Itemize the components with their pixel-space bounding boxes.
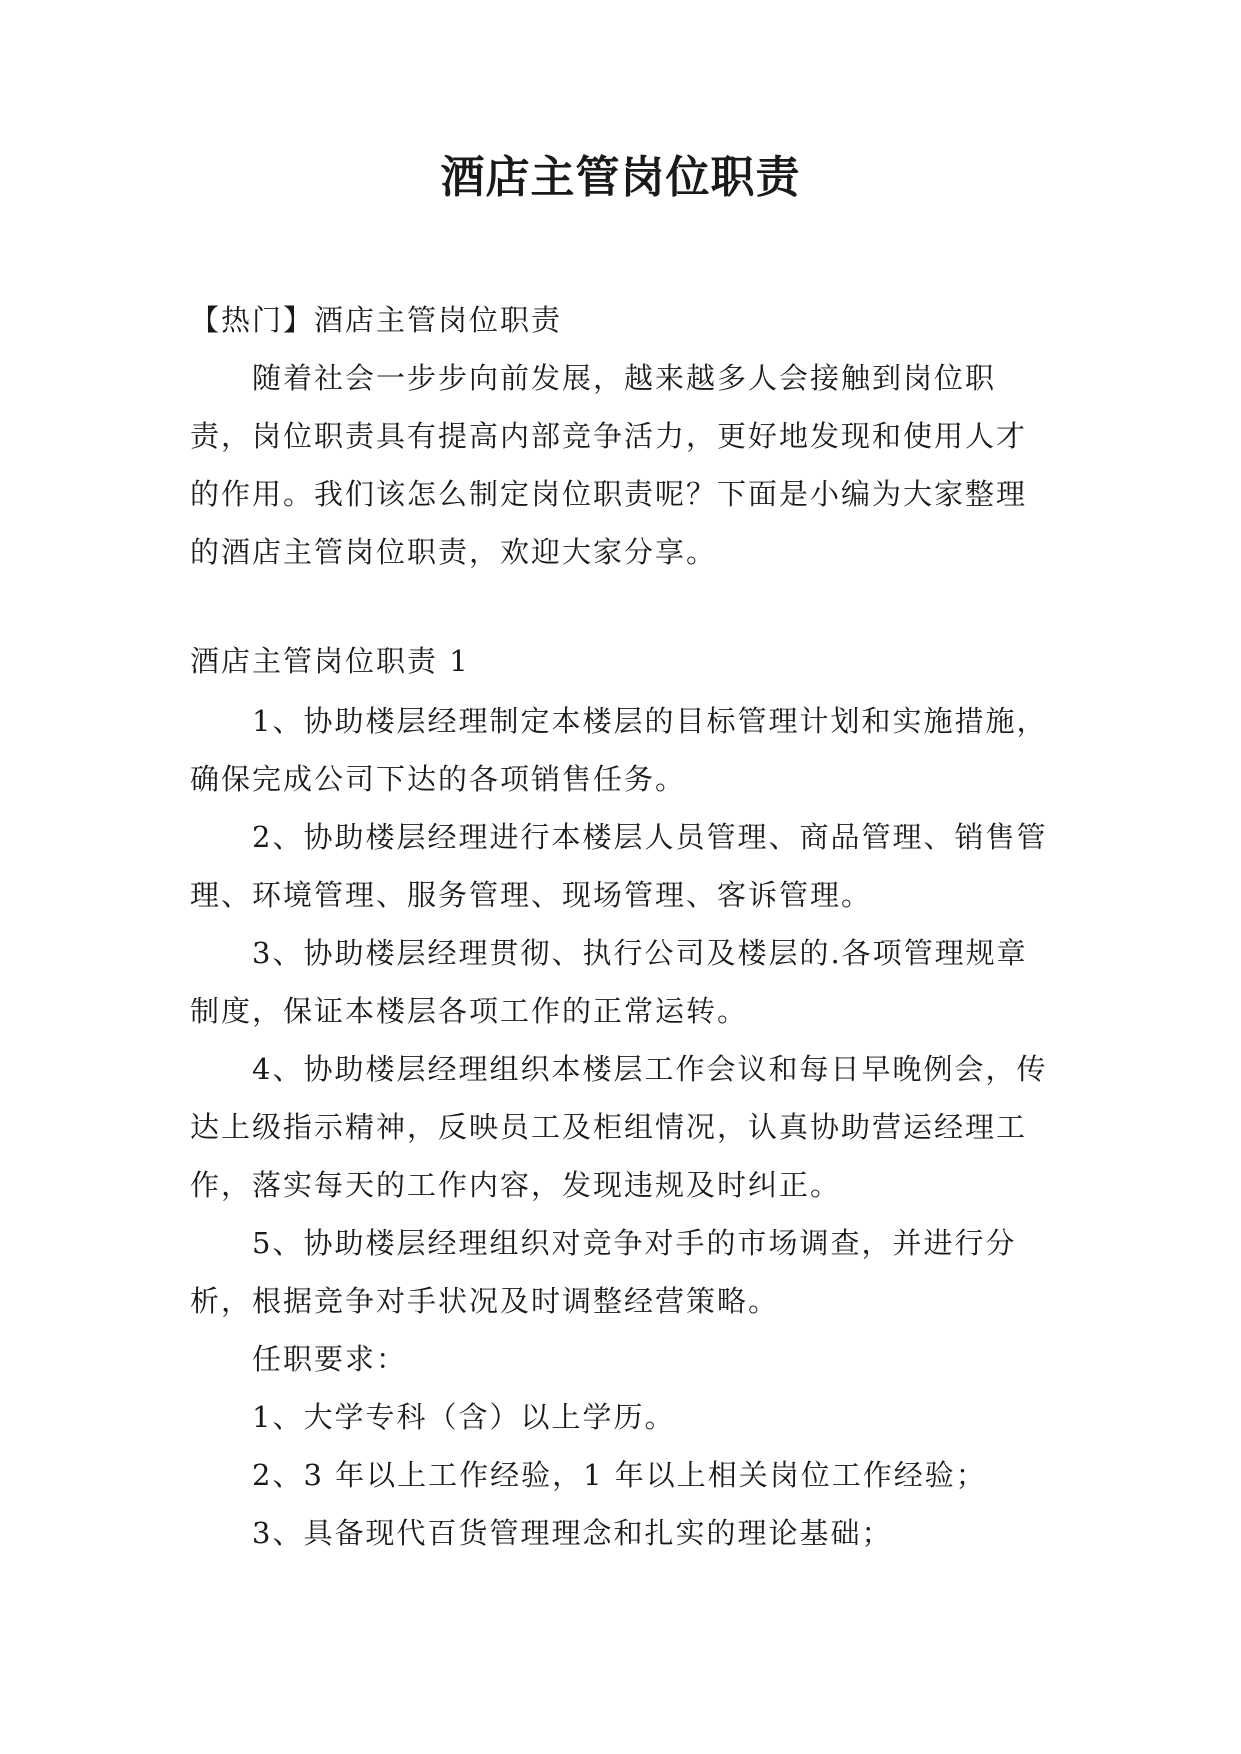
intro-tag-line: 【热门】酒店主管岗位职责 — [190, 303, 563, 337]
duty-item: 1、协助楼层经理制定本楼层的目标管理计划和实施措施，确保完成公司下达的各项销售任务。 — [190, 704, 1048, 796]
requirements-heading: 任职要求： — [252, 1342, 408, 1376]
duty-item: 3、协助楼层经理贯彻、执行公司及楼层的.各项管理规章制度，保证本楼层各项工作的正常运转。 — [190, 936, 1028, 1028]
requirement-item: 2、3 年以上工作经验，1 年以上相关岗位工作经验； — [252, 1458, 987, 1492]
duty-item: 2、协助楼层经理进行本楼层人员管理、商品管理、销售管理、环境管理、服务管理、现场管理、客诉管理。 — [190, 820, 1048, 912]
section-1 — [190, 632, 1050, 1562]
duty-item: 5、协助楼层经理组织对竞争对手的市场调查，并进行分析，根据竞争对手状况及时调整经营策略。 — [190, 1226, 1017, 1318]
document-title: 酒店主管岗位职责 — [440, 152, 801, 203]
requirement-item: 3、具备现代百货管理理念和扎实的理论基础； — [252, 1516, 893, 1550]
duty-item: 4、协助楼层经理组织本楼层工作会议和每日早晚例会，传达上级指示精神，反映员工及柜组情况，认真协助营运经理工作，落实每天的工作内容，发现违规及时纠正。 — [190, 1052, 1048, 1202]
requirement-item: 1、大学专科（含）以上学历。 — [252, 1400, 676, 1434]
intro-block — [190, 291, 1050, 581]
section-heading: 酒店主管岗位职责 1 — [190, 644, 470, 678]
intro-paragraph: 随着社会一步步向前发展，越来越多人会接触到岗位职责，岗位职责具有提高内部竞争活力，更好地发现和使用人才的作用。我们该怎么制定岗位职责呢？下面是小编为大家整理的酒店主管岗位职责，欢迎大家分享。 — [190, 361, 1028, 569]
